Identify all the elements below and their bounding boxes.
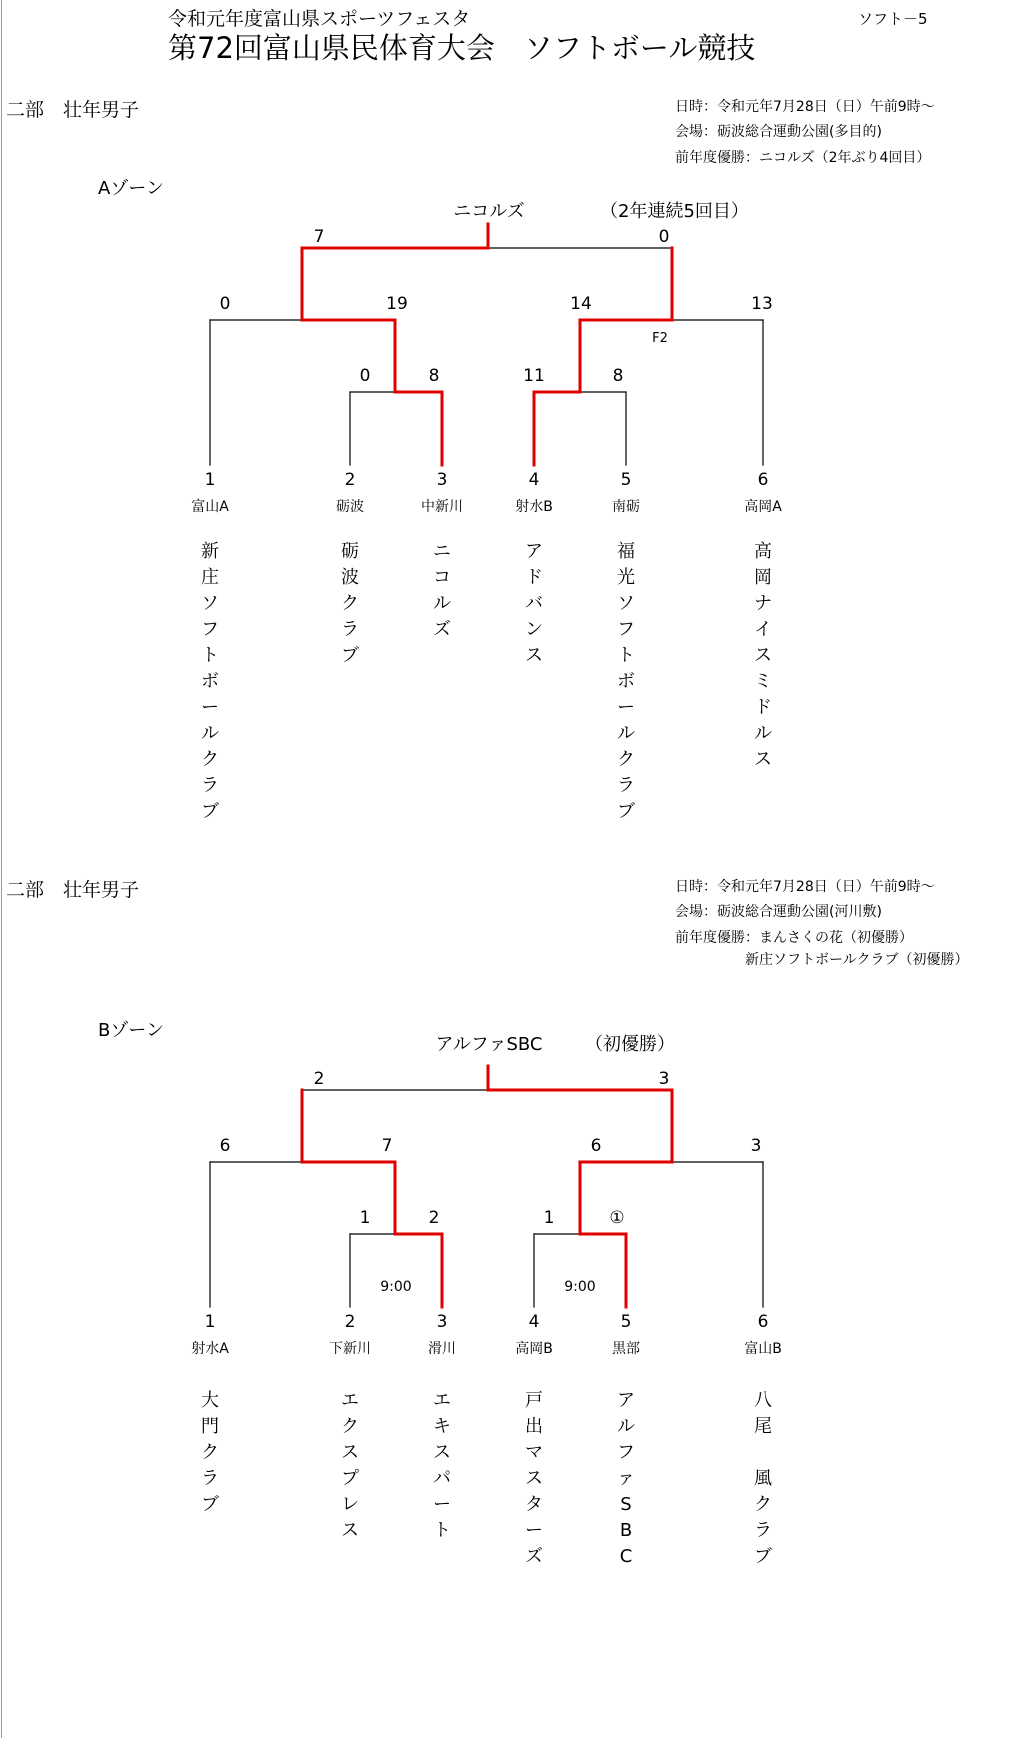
score-q1-right: 2 [428,1208,440,1228]
score-final-left: 2 [313,1069,325,1089]
venue-info: 会場：砺波総合運動公園(河川敷) [675,904,882,920]
team-number: 3 [436,1312,448,1332]
team-area: 射水B [515,499,553,515]
prev-winner-info: 前年度優勝：まんさくの花（初優勝） [675,930,913,946]
team-area: 滑川 [428,1341,456,1357]
score-q2-right: ① [609,1208,625,1228]
team-area: 中新川 [421,499,463,515]
team-name: ニ コ ル ズ [433,541,451,640]
score-sf1-right: 19 [386,294,408,314]
score-sf1-left: 6 [219,1136,231,1156]
team-area: 砺波 [336,499,364,515]
score-sf1-left: 0 [219,294,231,314]
score-q1-left: 0 [359,366,371,386]
score-sf2-right: 3 [750,1136,762,1156]
prev-winner-info: 前年度優勝：ニコルズ（2年ぶり4回目） [675,150,931,166]
score-final-right: 3 [658,1069,670,1089]
page-title: 第72回富山県民体育大会 ソフトボール競技 [168,31,756,65]
champion-name: アルファSBC [435,1034,543,1055]
forfeit-note: F2 [652,331,668,346]
team-number: 5 [620,1312,632,1332]
team-name: ア ド バ ン ス [525,541,543,666]
team-name: エ ク ス プ レ ス [341,1390,359,1541]
page-code: ソフト－5 [858,10,928,28]
team-number: 2 [344,1312,356,1332]
team-number: 5 [620,470,632,490]
champion-note: （2年連続5回目） [600,201,749,222]
division-label: 二部 壮年男子 [6,99,140,121]
team-name: 高 岡 ナ イ ス ミ ド ル ス [754,541,772,770]
team-number: 4 [528,1312,540,1332]
team-name: 戸 出 マ ス タ ー ズ [525,1390,543,1567]
team-number: 3 [436,470,448,490]
event-name: 令和元年度富山県スポーツフェスタ [168,8,471,30]
champion-name: ニコルズ [453,201,525,222]
team-name: ア ル フ ァ S B C [617,1390,635,1567]
team-area: 高岡B [515,1341,553,1357]
team-area: 富山A [191,499,229,515]
score-q1-left: 1 [359,1208,371,1228]
score-q1-right: 8 [428,366,440,386]
zone-label: Bゾーン [98,1020,164,1041]
game-time: 9:00 [564,1279,596,1295]
date-info: 日時：令和元年7月28日（日）午前9時～ [675,879,935,895]
venue-info: 会場：砺波総合運動公園(多目的) [675,124,882,140]
team-number: 6 [757,470,769,490]
score-sf1-right: 7 [381,1136,393,1156]
division-label: 二部 壮年男子 [6,879,140,901]
team-number: 1 [204,1312,216,1332]
team-name: 福 光 ソ フ ト ボ ー ル ク ラ ブ [617,541,635,822]
team-area: 南砺 [612,499,640,515]
team-number: 2 [344,470,356,490]
team-number: 1 [204,470,216,490]
score-sf2-left: 14 [570,294,592,314]
team-area: 富山B [744,1341,782,1357]
date-info: 日時：令和元年7月28日（日）午前9時～ [675,99,935,115]
score-q2-left: 11 [523,366,545,386]
prev-winner-info-2: 新庄ソフトボールクラブ（初優勝） [745,952,969,968]
team-area: 下新川 [329,1341,371,1357]
score-q2-left: 1 [543,1208,555,1228]
champion-note: （初優勝） [585,1034,675,1055]
team-name: 大 門 ク ラ ブ [201,1390,219,1515]
team-name: エ キ ス パ ー ト [433,1390,451,1541]
team-name: 砺 波 ク ラ ブ [341,541,359,666]
team-area: 高岡A [744,499,782,515]
team-number: 4 [528,470,540,490]
team-area: 射水A [191,1341,229,1357]
team-area: 黒部 [612,1341,640,1357]
score-q2-right: 8 [612,366,624,386]
team-number: 6 [757,1312,769,1332]
score-sf2-left: 6 [590,1136,602,1156]
team-name: 八 尾 風 ク ラ ブ [754,1390,772,1567]
game-time: 9:00 [380,1279,412,1295]
score-final-right: 0 [658,227,670,247]
team-name: 新 庄 ソ フ ト ボ ー ル ク ラ ブ [201,541,219,822]
zone-label: Aゾーン [98,178,164,199]
score-sf2-right: 13 [751,294,773,314]
score-final-left: 7 [313,227,325,247]
